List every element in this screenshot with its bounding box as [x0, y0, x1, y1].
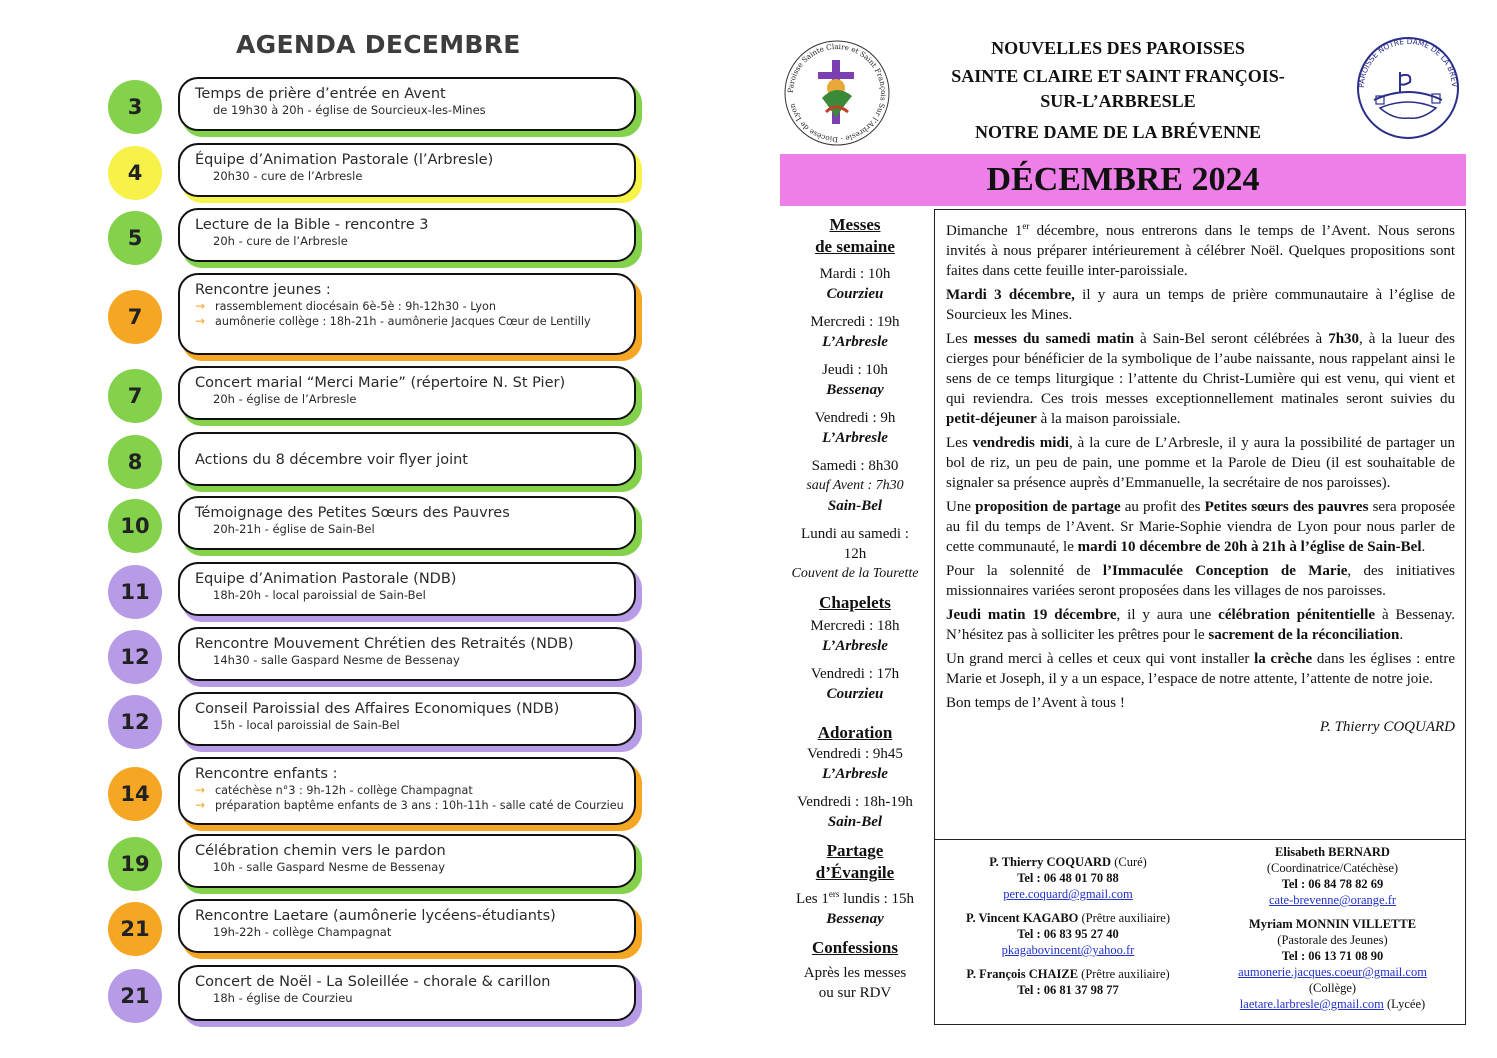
mass-place: Couvent de la Tourette: [791, 566, 919, 581]
event-card: [178, 143, 642, 203]
event-day-badge: 5: [108, 211, 162, 265]
partage-heading-1: Partage: [826, 841, 884, 860]
event-card: [178, 77, 642, 137]
mass-time: Jeudi : 10h: [822, 362, 888, 378]
contact-chaize: P. François CHAIZE (Prêtre auxiliaire) Tel : 06 81 37 98 77: [966, 967, 1170, 997]
agenda-event: [106, 692, 642, 752]
agenda-event: [106, 562, 642, 622]
agenda-event: [106, 965, 642, 1027]
agenda-event: [106, 834, 642, 894]
event-card: [178, 627, 642, 687]
schedule-sidebar: [782, 214, 928, 1003]
event-detail: 20h-21h - église de Sain-Bel: [213, 522, 375, 536]
parish-logo-left: [782, 38, 892, 148]
signature: P. Thierry COQUARD: [1319, 719, 1455, 735]
event-day-badge: 14: [108, 767, 162, 821]
arrow-right-icon: →: [195, 798, 206, 812]
svg-text:PAROISSE NOTRE DAME DE LA BRÉV: PAROISSE NOTRE DAME DE LA BRÉV: [1356, 36, 1460, 89]
adoration-place: Sain-Bel: [827, 814, 883, 830]
mass-note: sauf Avent : 7h30: [806, 478, 904, 493]
mass-place: Bessenay: [826, 382, 884, 398]
agenda-event: [106, 77, 642, 137]
contacts-box: [934, 840, 1466, 1025]
month-title: DÉCEMBRE 2024: [986, 161, 1260, 198]
agenda-event: [106, 627, 642, 687]
event-day-badge: 12: [108, 695, 162, 749]
mass-time: Vendredi : 9h: [814, 410, 896, 426]
email-link[interactable]: aumonerie.jacques.coeur@gmail.com: [1238, 965, 1427, 979]
mass-time: Mardi : 10h: [819, 266, 891, 282]
editorial-text: [934, 209, 1466, 840]
arrow-right-icon: →: [195, 314, 206, 328]
paragraph: Pour la solennité de l’Immaculée Conception de Marie, des initiatives missionnaires variées seront proposées dans les villages de nos paroisses.: [946, 563, 1456, 599]
event-card: [178, 496, 642, 556]
event-card: [178, 899, 642, 959]
partage-heading-2: d’Évangile: [815, 863, 895, 882]
agenda-event: [106, 208, 642, 268]
agenda-event: [106, 899, 642, 959]
event-day-badge: 12: [108, 630, 162, 684]
event-detail: 19h-22h - collège Champagnat: [213, 925, 392, 939]
email-link[interactable]: cate-brevenne@orange.fr: [1268, 893, 1397, 907]
paragraph: Mardi 3 décembre, il y aura un temps de prière communautaire à l’église de Sourcieux les Mines.: [946, 287, 1455, 323]
paragraph: Jeudi matin 19 décembre, il y aura une célébration pénitentielle à Bessenay. N’hésitez pas à solliciter les prêtres pour le sacrement de la réconciliation.: [946, 607, 1455, 643]
event-sub-item: → catéchèse n°3 : 9h-12h - collège Champagnat: [195, 783, 473, 797]
event-title: Equipe d’Animation Pastorale (NDB): [195, 571, 457, 587]
event-card: [178, 366, 642, 426]
contacts-left: [943, 854, 1193, 1006]
event-card: [178, 965, 642, 1027]
confessions-line: Après les messes: [803, 965, 907, 981]
event-detail: 18h - église de Courzieu: [213, 991, 353, 1005]
event-detail: 15h - local paroissial de Sain-Bel: [213, 718, 400, 732]
event-sub-item: → aumônerie collège : 18h-21h - aumônerie Jacques Cœur de Lentilly: [195, 314, 591, 328]
partage-time: Les 1ers lundis : 15h: [795, 889, 914, 907]
email-link[interactable]: pkagabovincent@yahoo.fr: [1001, 943, 1135, 957]
contact-coquard: P. Thierry COQUARD (Curé) Tel : 06 48 01 70 88 pere.coquard@gmail.com: [989, 855, 1147, 901]
event-card: [178, 273, 642, 361]
event-detail: 18h-20h - local paroissial de Sain-Bel: [213, 588, 426, 602]
agenda-event: [106, 366, 642, 426]
adoration-place: L’Arbresle: [822, 766, 888, 782]
event-card: [178, 757, 642, 831]
header-line-4: NOTRE DAME DE LA BRÉVENNE: [974, 122, 1262, 142]
event-title: Lecture de la Bible - rencontre 3: [195, 217, 429, 233]
adoration-heading: Adoration: [817, 723, 893, 742]
event-card: [178, 562, 642, 622]
event-day-badge: 21: [108, 969, 162, 1023]
event-title: Équipe d’Animation Pastorale (l’Arbresle): [195, 152, 494, 168]
mass-place: Sain-Bel: [827, 498, 883, 514]
paragraph: Les vendredis midi, à la cure de L’Arbresle, il y aura la possibilité de partager un bol de riz, un peu de pain, une pomme et la Parole de Dieu (il est souhaitable de signaler sa présence auprès d’Emmanuelle, la secrétaire de nos paroisses).: [946, 435, 1456, 491]
chapelet-place: Courzieu: [826, 686, 884, 702]
event-day-badge: 11: [108, 565, 162, 619]
mass-time: Lundi au samedi :: [801, 526, 909, 542]
event-day-badge: 7: [108, 369, 162, 423]
event-card: [178, 208, 642, 268]
event-detail: 10h - salle Gaspard Nesme de Bessenay: [213, 860, 446, 874]
event-title: Conseil Paroissial des Affaires Economiques (NDB): [195, 701, 560, 717]
agenda-event: [106, 432, 642, 492]
arrow-right-icon: →: [195, 783, 206, 797]
event-title: Rencontre jeunes :: [195, 282, 331, 298]
event-detail: 20h30 - cure de l’Arbresle: [213, 169, 363, 183]
chapelet-time: Vendredi : 17h: [810, 666, 900, 682]
messes-heading-1: Messes: [829, 215, 881, 234]
event-detail: de 19h30 à 20h - église de Sourcieux-les-Mines: [213, 103, 486, 117]
month-banner: [780, 154, 1466, 206]
paragraph: Dimanche 1er décembre, nous entrerons dans le temps de l’Avent. Nous serons invités à nous préparer intérieurement à célébrer Noël. Quelques propositions sont faites dans cette feuille inter-paroissiale.: [946, 221, 1455, 279]
adoration-time: Vendredi : 9h45: [807, 746, 903, 762]
contact-monnin: Myriam MONNIN VILLETTE (Pastorale des Jeunes) Tel : 06 13 71 08 90 aumonerie.jacques.coeur@gmail.com (Collège) laetare.larbresle@gmail.com (Lycée): [1238, 917, 1427, 1011]
messes-heading-2: de semaine: [815, 237, 895, 256]
event-card: [178, 692, 642, 752]
event-card: [178, 432, 642, 492]
mass-time: Samedi : 8h30: [811, 458, 899, 474]
event-title: Actions du 8 décembre voir flyer joint: [195, 452, 468, 468]
header-line-2: SAINTE CLAIRE ET SAINT FRANÇOIS-: [951, 66, 1285, 86]
paragraph: Bon temps de l’Avent à tous !: [946, 695, 1125, 711]
paragraph: Un grand merci à celles et ceux qui vont installer la crèche dans les églises : entre Marie et Joseph, il y a un espace, l’espace de notre attente, l’attente de notre joie.: [946, 651, 1455, 687]
contacts-right: [1205, 844, 1460, 1020]
email-link[interactable]: laetare.larbresle@gmail.com: [1239, 997, 1384, 1011]
contact-kagabo: P. Vincent KAGABO (Prêtre auxiliaire) Tel : 06 83 95 27 40 pkagabovincent@yahoo.fr: [965, 911, 1171, 957]
event-day-badge: 19: [108, 837, 162, 891]
event-day-badge: 10: [108, 499, 162, 553]
header-line-1: NOUVELLES DES PAROISSES: [991, 38, 1245, 58]
event-day-badge: 8: [108, 435, 162, 489]
header-line-3: SUR-L’ARBRESLE: [1040, 91, 1196, 111]
event-title: Témoignage des Petites Sœurs des Pauvres: [195, 505, 510, 521]
newsletter-header: [905, 36, 1331, 145]
email-link[interactable]: pere.coquard@gmail.com: [1003, 887, 1133, 901]
event-day-badge: 21: [108, 902, 162, 956]
confessions-heading: Confessions: [812, 938, 898, 957]
event-detail: 20h - cure de l’Arbresle: [213, 234, 348, 248]
chapelet-place: L’Arbresle: [822, 638, 888, 654]
event-sub-item: → préparation baptême enfants de 3 ans : 10h-11h - salle caté de Courzieu: [195, 798, 624, 812]
mass-place: Courzieu: [826, 286, 884, 302]
agenda-title: AGENDA DECEMBRE: [236, 30, 521, 59]
parish-logo-right: [1352, 34, 1464, 142]
event-title: Concert de Noël - La Soleillée - chorale & carillon: [195, 974, 551, 990]
event-card: [178, 834, 642, 894]
chapelets-heading: Chapelets: [819, 593, 891, 612]
partage-place: Bessenay: [826, 911, 884, 927]
agenda-event: [106, 496, 642, 556]
event-title: Temps de prière d’entrée en Avent: [195, 86, 446, 102]
event-day-badge: 3: [108, 80, 162, 134]
mass-place: L’Arbresle: [822, 334, 888, 350]
mass-place: L’Arbresle: [822, 430, 888, 446]
paragraph: Une proposition de partage au profit des Petites sœurs des pauvres sera proposée au fil du temps de l’Avent. Sr Marie-Sophie viendra de Lyon pour nous parler de cette communauté, le mardi 10 décembre de 20h à 21h à l’église de Sain-Bel.: [946, 499, 1455, 555]
mass-time: 12h: [843, 546, 867, 562]
event-title: Célébration chemin vers le pardon: [195, 843, 446, 859]
event-title: Rencontre Laetare (aumônerie lycéens-étudiants): [195, 908, 556, 924]
event-title: Rencontre enfants :: [195, 766, 338, 782]
event-detail: 14h30 - salle Gaspard Nesme de Bessenay: [213, 653, 460, 667]
confessions-line: ou sur RDV: [818, 985, 892, 1001]
arrow-right-icon: →: [195, 299, 206, 313]
agenda-event: [106, 143, 642, 203]
agenda-event: [106, 757, 642, 831]
paragraph: Les messes du samedi matin à Sain-Bel seront célébrées à 7h30, à la lueur des cierges pour bénéficier de la symbolique de l’aube naissante, nous rappelant ainsi le sens de ce temps liturgique : l’attente du Christ-Lumière qui est venu, qui vient et qui reviendra. Ces trois messes exceptionnellement matinales seront suivies du petit-déjeuner à la maison paroissiale.: [946, 331, 1455, 427]
event-detail: 20h - église de l’Arbresle: [213, 392, 357, 406]
event-title: Rencontre Mouvement Chrétien des Retraités (NDB): [195, 636, 574, 652]
event-sub-item: → rassemblement diocésain 6è-5è : 9h-12h30 - Lyon: [195, 299, 496, 313]
mass-time: Mercredi : 19h: [810, 314, 900, 330]
event-day-badge: 4: [108, 146, 162, 200]
contact-bernard: Elisabeth BERNARD (Coordinatrice/Catéchèse) Tel : 06 84 78 82 69 cate-brevenne@orange.fr: [1266, 845, 1399, 907]
svg-text:Paroisse Sainte Claire et Sain: Paroisse Sainte Claire et Saint François Sur l’Arbresle - Diocèse de Lyon: [785, 41, 889, 145]
event-day-badge: 7: [108, 290, 162, 344]
agenda-event: [106, 273, 642, 361]
event-title: Concert marial “Merci Marie” (répertoire N. St Pier): [195, 375, 566, 391]
chapelet-time: Mercredi : 18h: [810, 618, 900, 634]
adoration-time: Vendredi : 18h-19h: [797, 794, 913, 810]
